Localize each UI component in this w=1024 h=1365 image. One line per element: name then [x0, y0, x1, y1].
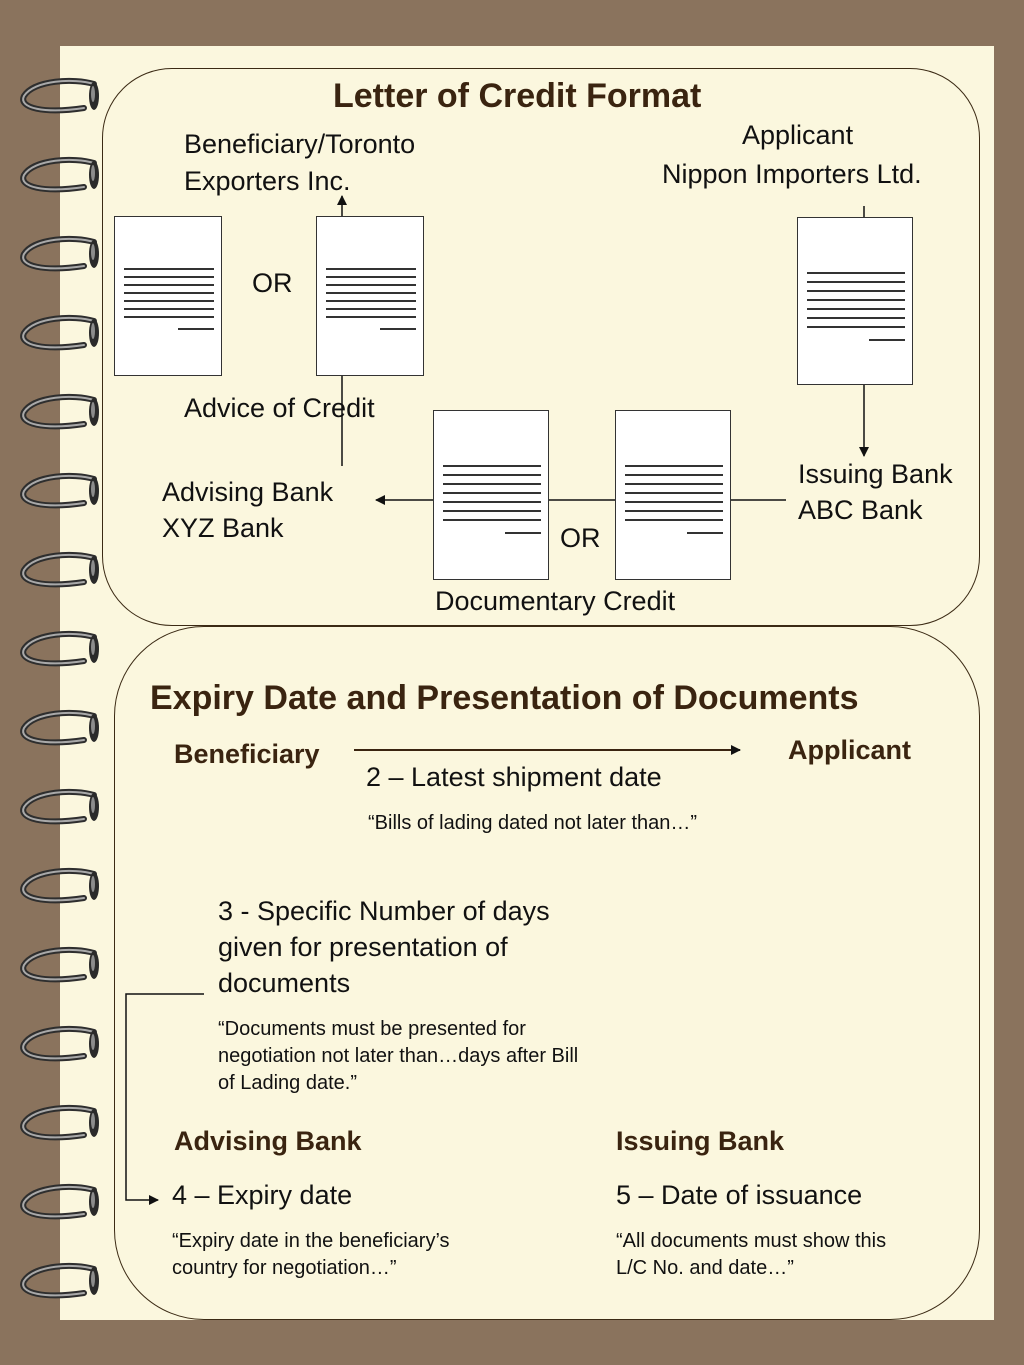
document-text-line — [625, 492, 723, 494]
document-text-line — [443, 483, 541, 485]
document-icon — [615, 410, 731, 580]
document-text-line — [807, 326, 905, 328]
item3-quote-line: “Documents must be presented for — [218, 1018, 526, 1040]
or-label-bottom: OR — [560, 523, 601, 553]
applicant-heading: Applicant — [788, 735, 912, 765]
document-text-line — [807, 308, 905, 310]
item3-quote-line: of Lading date.” — [218, 1072, 357, 1094]
document-text-line — [326, 308, 416, 310]
document-text-line — [625, 474, 723, 476]
document-icon — [316, 216, 424, 376]
document-text-line — [443, 510, 541, 512]
item3-title-line: documents — [218, 968, 351, 998]
document-signature-line — [178, 328, 214, 330]
document-text-line — [124, 292, 214, 294]
item4-quote-line: country for negotiation…” — [172, 1257, 397, 1279]
document-text-line — [625, 483, 723, 485]
advice-of-credit-label: Advice of Credit — [184, 393, 375, 423]
documentary-credit-label: Documentary Credit — [435, 586, 676, 616]
document-text-line — [625, 465, 723, 467]
document-text-line — [124, 308, 214, 310]
advising-bank-heading: Advising Bank — [174, 1126, 362, 1156]
item3-title-line: 3 - Specific Number of days — [218, 896, 550, 926]
item5-quote-line: L/C No. and date…” — [616, 1257, 794, 1279]
document-text-line — [326, 276, 416, 278]
document-signature-line — [505, 532, 541, 534]
document-text-line — [625, 510, 723, 512]
issuing-bank-heading: Issuing Bank — [616, 1126, 785, 1156]
document-text-line — [625, 501, 723, 503]
item4-quote-line: “Expiry date in the beneficiary’s — [172, 1230, 450, 1252]
item3-quote-line: negotiation not later than…days after Bill — [218, 1045, 579, 1067]
document-icon — [797, 217, 913, 385]
advising-bank-name: XYZ Bank — [162, 513, 284, 543]
or-label-top: OR — [252, 268, 293, 298]
arrow-item3-to-item4 — [126, 994, 204, 1200]
document-text-line — [443, 465, 541, 467]
item5-quote-line: “All documents must show this — [616, 1230, 887, 1252]
document-icon — [114, 216, 222, 376]
document-text-line — [807, 317, 905, 319]
document-text-line — [443, 501, 541, 503]
item5-title: 5 – Date of issuance — [616, 1180, 863, 1210]
document-text-line — [443, 492, 541, 494]
applicant-name: Nippon Importers Ltd. — [662, 159, 922, 189]
slide-title: Letter of Credit Format — [333, 77, 702, 115]
document-text-line — [124, 300, 214, 302]
document-text-line — [326, 284, 416, 286]
document-signature-line — [687, 532, 723, 534]
item4-title: 4 – Expiry date — [172, 1180, 353, 1210]
issuing-bank-name: ABC Bank — [798, 495, 923, 525]
item2-title: 2 – Latest shipment date — [366, 762, 662, 792]
document-signature-line — [869, 339, 905, 341]
document-text-line — [443, 519, 541, 521]
document-icon — [433, 410, 549, 580]
document-text-line — [326, 268, 416, 270]
issuing-bank-label: Issuing Bank — [798, 459, 953, 489]
beneficiary-label: Beneficiary/Toronto — [184, 129, 416, 159]
document-text-line — [807, 290, 905, 292]
item3-title-line: given for presentation of — [218, 932, 508, 962]
item2-quote: “Bills of lading dated not later than…” — [368, 812, 698, 834]
document-text-line — [625, 519, 723, 521]
document-text-line — [443, 474, 541, 476]
document-text-line — [124, 316, 214, 318]
document-text-line — [807, 299, 905, 301]
section-title: Expiry Date and Presentation of Documents — [150, 679, 859, 717]
document-text-line — [326, 292, 416, 294]
document-signature-line — [380, 328, 416, 330]
beneficiary-heading: Beneficiary — [174, 739, 320, 769]
beneficiary-name: Exporters Inc. — [184, 166, 351, 196]
document-text-line — [326, 316, 416, 318]
document-text-line — [124, 276, 214, 278]
document-text-line — [326, 300, 416, 302]
document-text-line — [124, 268, 214, 270]
document-text-line — [807, 281, 905, 283]
advising-bank-label: Advising Bank — [162, 477, 334, 507]
document-text-line — [124, 284, 214, 286]
document-text-line — [807, 272, 905, 274]
applicant-label: Applicant — [742, 120, 854, 150]
